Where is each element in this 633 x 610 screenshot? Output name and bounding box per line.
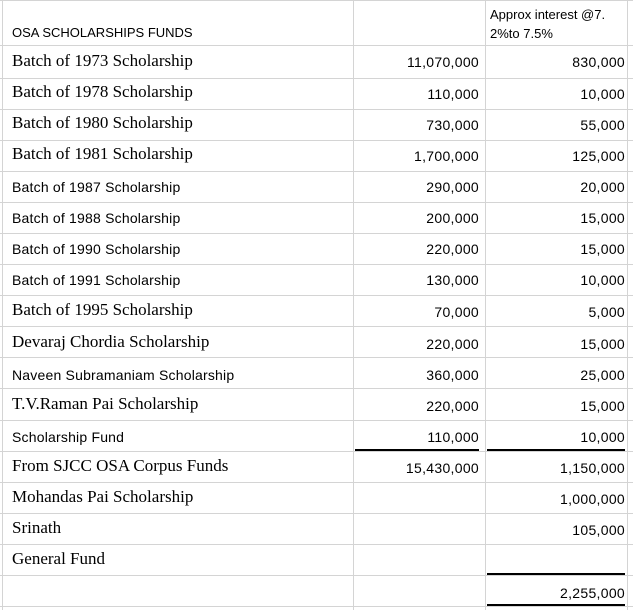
row-interest[interactable]: 105,000: [572, 522, 625, 538]
row-label[interactable]: Batch of 1973 Scholarship: [12, 51, 193, 70]
row-interest[interactable]: 15,000: [580, 336, 625, 352]
row-amount[interactable]: 11,070,000: [406, 54, 479, 70]
row-amount[interactable]: 15,430,000: [405, 460, 479, 476]
row-interest[interactable]: 20,000: [580, 179, 625, 195]
row-amount[interactable]: 730,000: [426, 117, 479, 133]
interest-header-line2[interactable]: 2%to 7.5%: [490, 26, 553, 41]
grid-line: [0, 513, 633, 514]
grid-line: [0, 482, 633, 483]
row-amount[interactable]: 290,000: [426, 179, 479, 195]
row-amount[interactable]: 360,000: [426, 367, 479, 383]
row-label[interactable]: Batch of 1991 Scholarship: [12, 272, 181, 288]
row-interest[interactable]: 25,000: [580, 367, 625, 383]
row-label[interactable]: Batch of 1995 Scholarship: [12, 300, 193, 319]
row-interest[interactable]: 125,000: [572, 148, 625, 164]
grid-line: [0, 0, 633, 1]
row-interest[interactable]: 15,000: [580, 210, 625, 226]
row-label[interactable]: From SJCC OSA Corpus Funds: [12, 456, 229, 475]
grid-line: [0, 171, 633, 172]
row-amount[interactable]: 220,000: [426, 336, 479, 352]
row-label[interactable]: Batch of 1990 Scholarship: [12, 241, 181, 257]
grid-line: [353, 0, 354, 610]
grid-line: [0, 45, 633, 46]
row-amount[interactable]: 70,000: [434, 304, 479, 320]
subtotal-underline: [487, 449, 625, 451]
grid-line: [0, 140, 633, 141]
grid-line: [0, 78, 633, 79]
grid-line: [0, 388, 633, 389]
row-interest[interactable]: 55,000: [580, 117, 625, 133]
row-label[interactable]: General Fund: [12, 549, 106, 568]
row-label[interactable]: Mohandas Pai Scholarship: [12, 487, 194, 506]
grid-line: [0, 575, 633, 576]
row-amount[interactable]: 1,700,000: [414, 148, 479, 164]
row-interest[interactable]: 10,000: [580, 429, 625, 445]
grid-line: [0, 233, 633, 234]
row-interest[interactable]: 830,000: [572, 54, 625, 70]
row-interest[interactable]: 10,000: [580, 86, 625, 102]
row-label[interactable]: Batch of 1987 Scholarship: [12, 179, 181, 195]
grid-line: [2, 0, 3, 610]
row-interest[interactable]: 15,000: [580, 241, 625, 257]
total-underline: [487, 573, 625, 575]
row-interest[interactable]: 15,000: [580, 398, 625, 414]
subtotal-underline: [355, 449, 479, 451]
row-label[interactable]: Srinath: [12, 518, 62, 537]
grid-line: [0, 357, 633, 358]
grid-line: [0, 109, 633, 110]
row-label[interactable]: Batch of 1981 Scholarship: [12, 144, 193, 163]
row-amount[interactable]: 130,000: [426, 272, 479, 288]
row-label[interactable]: Naveen Subramaniam Scholarship: [12, 367, 235, 383]
grid-line: [0, 264, 633, 265]
row-amount[interactable]: 110,000: [427, 86, 479, 102]
row-amount[interactable]: 220,000: [426, 241, 479, 257]
interest-header-line1[interactable]: Approx interest @7.: [490, 7, 606, 22]
row-label[interactable]: Scholarship Fund: [12, 429, 125, 445]
grid-line: [0, 295, 633, 296]
row-interest[interactable]: 1,150,000: [560, 460, 625, 476]
row-label[interactable]: Batch of 1980 Scholarship: [12, 113, 193, 132]
row-interest[interactable]: 10,000: [580, 272, 625, 288]
grid-line: [0, 544, 633, 545]
total-double-underline: [487, 604, 625, 606]
total-interest[interactable]: 2,255,000: [560, 585, 625, 601]
row-amount[interactable]: 200,000: [426, 210, 479, 226]
grid-line: [0, 326, 633, 327]
grid-line: [0, 420, 633, 421]
row-label[interactable]: T.V.Raman Pai Scholarship: [12, 394, 199, 413]
row-label[interactable]: Batch of 1978 Scholarship: [12, 82, 193, 101]
sheet-title[interactable]: OSA SCHOLARSHIPS FUNDS: [12, 25, 193, 40]
row-label[interactable]: Devaraj Chordia Scholarship: [12, 332, 210, 351]
grid-line: [0, 606, 633, 607]
grid-line: [485, 0, 486, 610]
grid-line: [0, 451, 633, 452]
row-amount[interactable]: 220,000: [426, 398, 479, 414]
row-amount[interactable]: 110,000: [427, 429, 479, 445]
row-label[interactable]: Batch of 1988 Scholarship: [12, 210, 181, 226]
grid-line: [627, 0, 628, 610]
row-interest[interactable]: 5,000: [588, 304, 625, 320]
grid-line: [0, 202, 633, 203]
row-interest[interactable]: 1,000,000: [560, 491, 625, 507]
